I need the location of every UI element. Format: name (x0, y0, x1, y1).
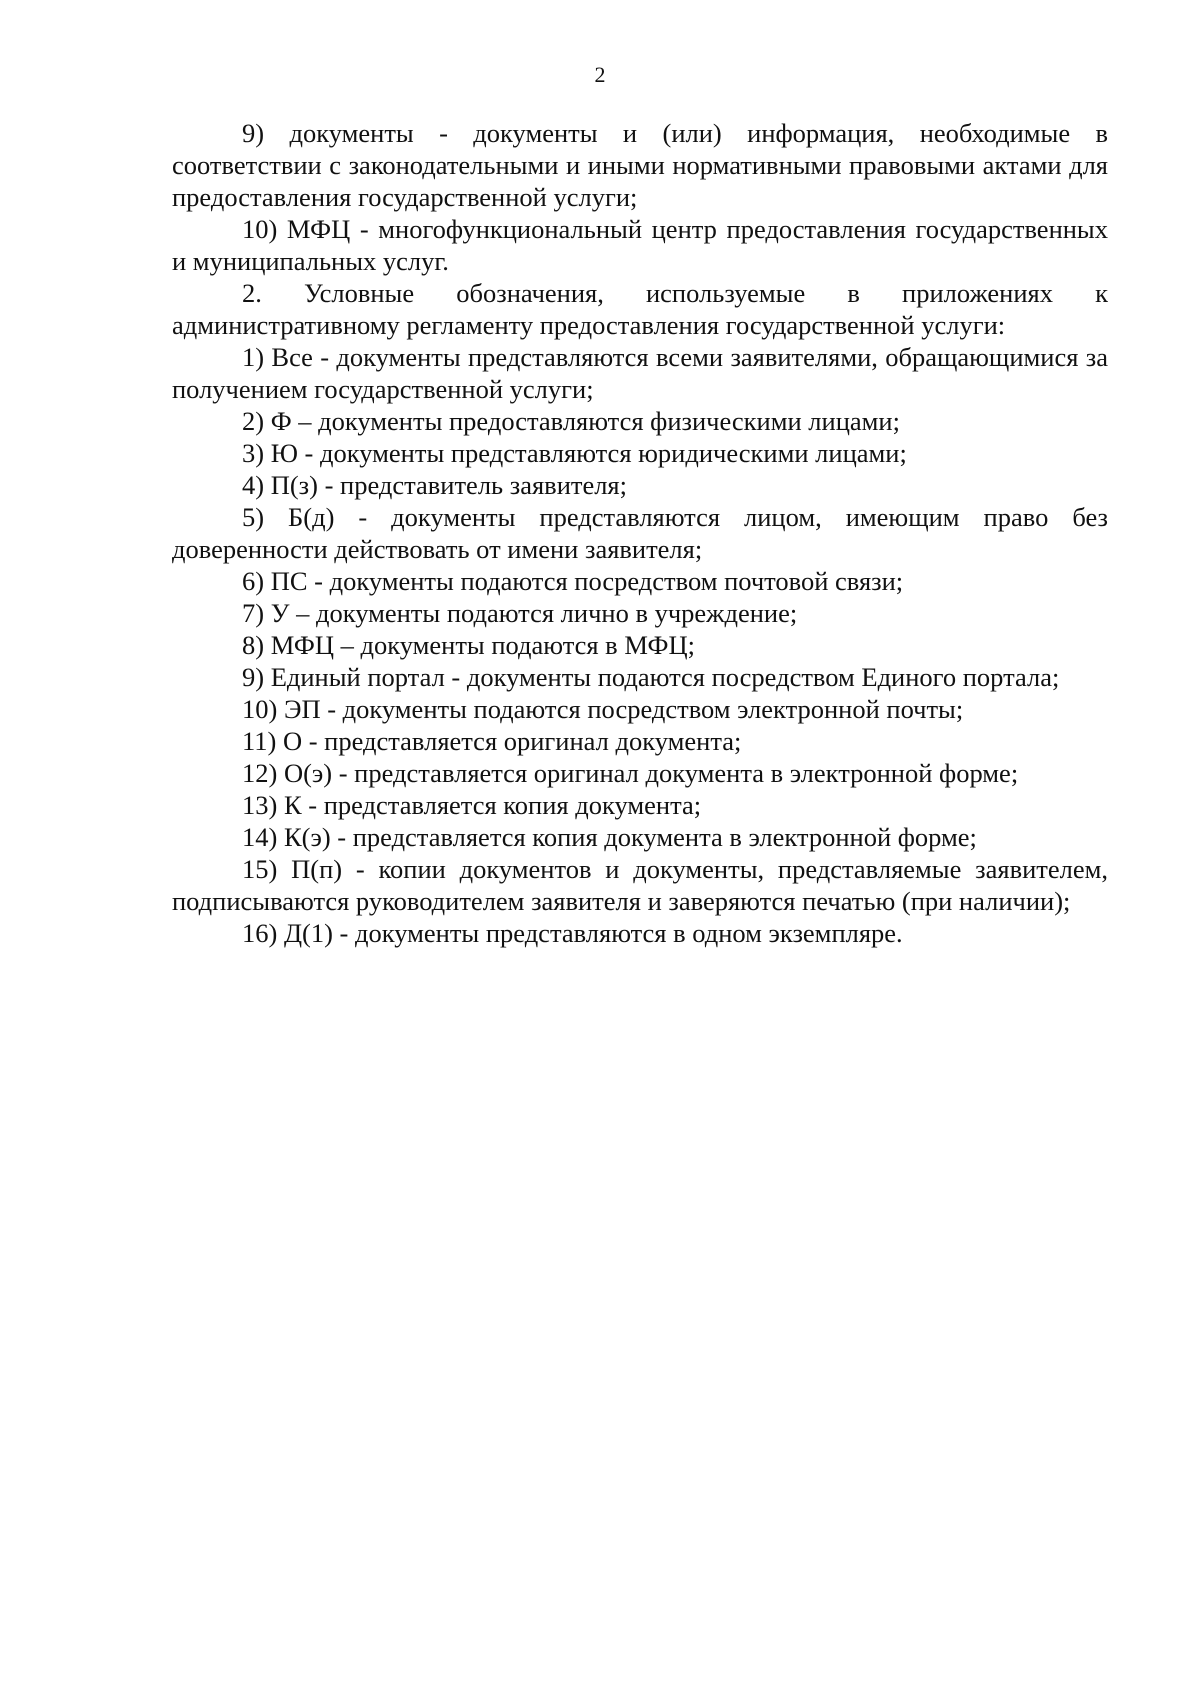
paragraph-legend-15: 15) П(п) - копии документов и документы, представляемые заявителем, подписываются руководителем заявителя и заверяются печатью (при наличии); (172, 854, 1108, 916)
paragraph-legend-2: 2) Ф – документы предоставляются физическими лицами; (242, 406, 900, 436)
paragraph-legend-6: 6) ПС - документы подаются посредством почтовой связи; (242, 566, 904, 596)
paragraph-legend-16: 16) Д(1) - документы представляются в одном экземпляре. (242, 918, 903, 948)
paragraph-legend-4: 4) П(з) - представитель заявителя; (242, 470, 627, 500)
paragraph-legend-8: 8) МФЦ – документы подаются в МФЦ; (242, 630, 695, 660)
paragraph-legend-9: 9) Единый портал - документы подаются посредством Единого портала; (242, 662, 1060, 692)
paragraph-legend-3: 3) Ю - документы представляются юридическими лицами; (242, 438, 907, 468)
paragraph-legend-13: 13) К - представляется копия документа; (242, 790, 702, 820)
paragraph-legend-11: 11) О - представляется оригинал документа; (242, 726, 742, 756)
paragraph-legend-5: 5) Б(д) - документы представляются лицом, имеющим право без доверенности действовать от имени заявителя; (172, 502, 1108, 564)
paragraph-legend-7: 7) У – документы подаются лично в учреждение; (242, 598, 798, 628)
paragraph-legend-12: 12) О(э) - представляется оригинал документа в электронной форме; (242, 758, 1019, 788)
paragraph-definition-10: 10) МФЦ - многофункциональный центр предоставления государственных и муниципальных услуг. (172, 214, 1108, 276)
paragraph-legend-10: 10) ЭП - документы подаются посредством электронной почты; (242, 694, 964, 724)
paragraph-definition-9: 9) документы - документы и (или) информация, необходимые в соответствии с законодательными и иными нормативными правовыми актами для предоставления государственной услуги; (172, 118, 1108, 212)
paragraph-legend-1: 1) Все - документы представляются всеми заявителями, обращающимися за получением государственной услуги; (172, 342, 1108, 404)
page-number: 2 (594, 62, 606, 87)
paragraph-section-2: 2. Условные обозначения, используемые в приложениях к административному регламенту предоставления государственной услуги: (172, 278, 1108, 340)
paragraph-legend-14: 14) К(э) - представляется копия документа в электронной форме; (242, 822, 977, 852)
document-body (172, 117, 1108, 949)
